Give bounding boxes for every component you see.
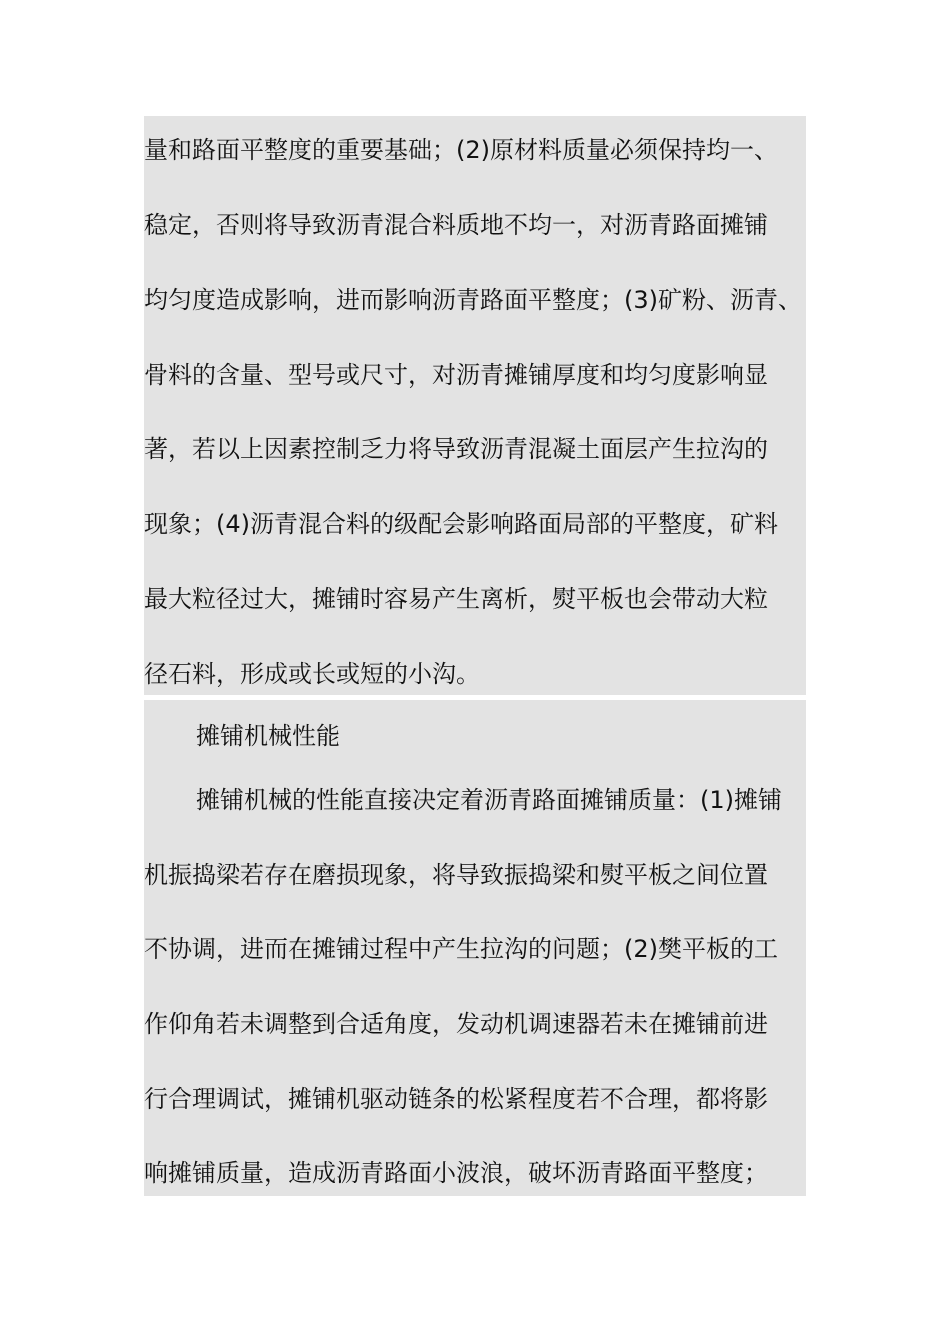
paragraph-line: 均匀度造成影响，进而影响沥青路面平整度；(3)矿粉、沥青、 <box>144 286 802 314</box>
paragraph-line: 最大粒径过大，摊铺时容易产生离析，熨平板也会带动大粒 <box>144 585 768 613</box>
paragraph-line: 现象；(4)沥青混合料的级配会影响路面局部的平整度，矿料 <box>144 510 778 538</box>
paragraph-paver-performance <box>144 700 806 1196</box>
paragraph-line: 不协调，进而在摊铺过程中产生拉沟的问题；(2)樊平板的工 <box>144 935 778 963</box>
paragraph-line: 著，若以上因素控制乏力将导致沥青混凝土面层产生拉沟的 <box>144 435 768 463</box>
paragraph-line: 作仰角若未调整到合适角度，发动机调速器若未在摊铺前进 <box>144 1010 768 1038</box>
section-heading: 摊铺机械性能 <box>196 722 340 750</box>
paragraph-line: 响摊铺质量，造成沥青路面小波浪，破坏沥青路面平整度； <box>144 1159 768 1187</box>
paragraph-line: 量和路面平整度的重要基础；(2)原材料质量必须保持均一、 <box>144 136 778 164</box>
paragraph-material-quality <box>144 116 806 695</box>
paragraph-line: 径石料，形成或长或短的小沟。 <box>144 660 480 688</box>
paragraph-line: 机振捣梁若存在磨损现象，将导致振捣梁和熨平板之间位置 <box>144 861 768 889</box>
paragraph-line: 骨料的含量、型号或尺寸，对沥青摊铺厚度和均匀度影响显 <box>144 361 768 389</box>
paragraph-line: 行合理调试，摊铺机驱动链条的松紧程度若不合理，都将影 <box>144 1085 768 1113</box>
paragraph-line: 摊铺机械的性能直接决定着沥青路面摊铺质量：(1)摊铺 <box>196 786 782 814</box>
paragraph-line: 稳定，否则将导致沥青混合料质地不均一，对沥青路面摊铺 <box>144 211 768 239</box>
